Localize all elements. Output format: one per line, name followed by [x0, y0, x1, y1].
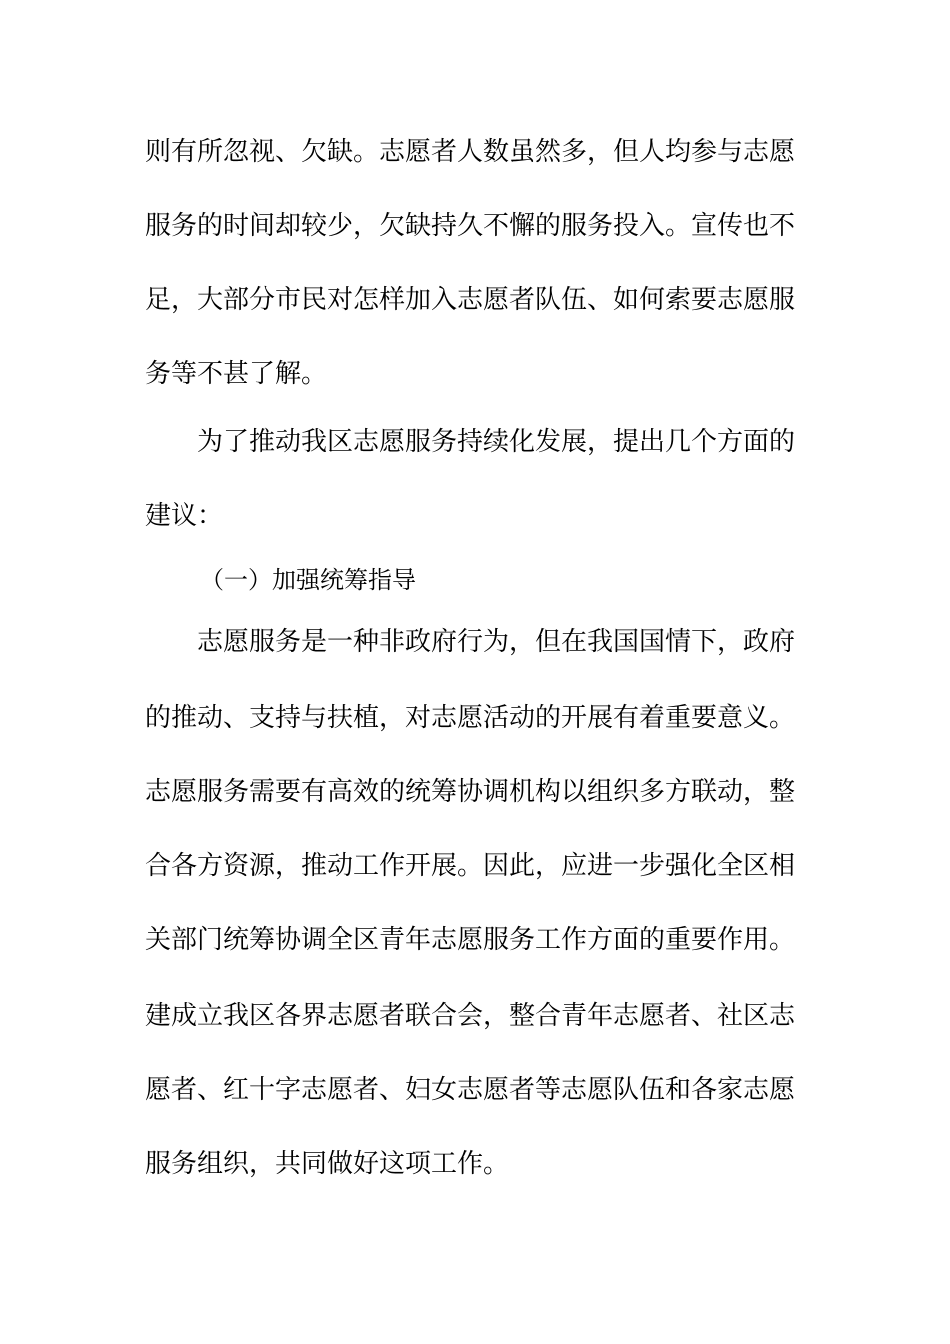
section-heading: （一）加强统筹指导 [200, 566, 416, 594]
paragraph-line: 足，大部分市民对怎样加入志愿者队伍、如何索要志愿服 [145, 285, 796, 315]
paragraph-line: 愿者、红十字志愿者、妇女志愿者等志愿队伍和各家志愿 [145, 1075, 796, 1105]
paragraph-line: 为了推动我区志愿服务持续化发展，提出几个方面的 [197, 427, 796, 457]
paragraph-line: 服务组织，共同做好这项工作。 [145, 1149, 510, 1179]
paragraph-line: 关部门统筹协调全区青年志愿服务工作方面的重要作用。 [145, 925, 796, 955]
paragraph-line: 建成立我区各界志愿者联合会，整合青年志愿者、社区志 [145, 1001, 796, 1031]
paragraph-line: 则有所忽视、欠缺。志愿者人数虽然多，但人均参与志愿 [145, 137, 796, 167]
paragraph-line: 志愿服务是一种非政府行为，但在我国国情下，政府 [197, 627, 796, 657]
paragraph-line: 合各方资源，推动工作开展。因此，应进一步强化全区相 [145, 851, 796, 881]
paragraph-line: 服务的时间却较少，欠缺持久不懈的服务投入。宣传也不 [145, 211, 796, 241]
paragraph-line: 的推动、支持与扶植，对志愿活动的开展有着重要意义。 [145, 703, 796, 733]
paragraph-line: 志愿服务需要有高效的统筹协调机构以组织多方联动，整 [145, 777, 796, 807]
paragraph-line: 建议： [145, 501, 224, 531]
paragraph-line: 务等不甚了解。 [145, 359, 328, 389]
